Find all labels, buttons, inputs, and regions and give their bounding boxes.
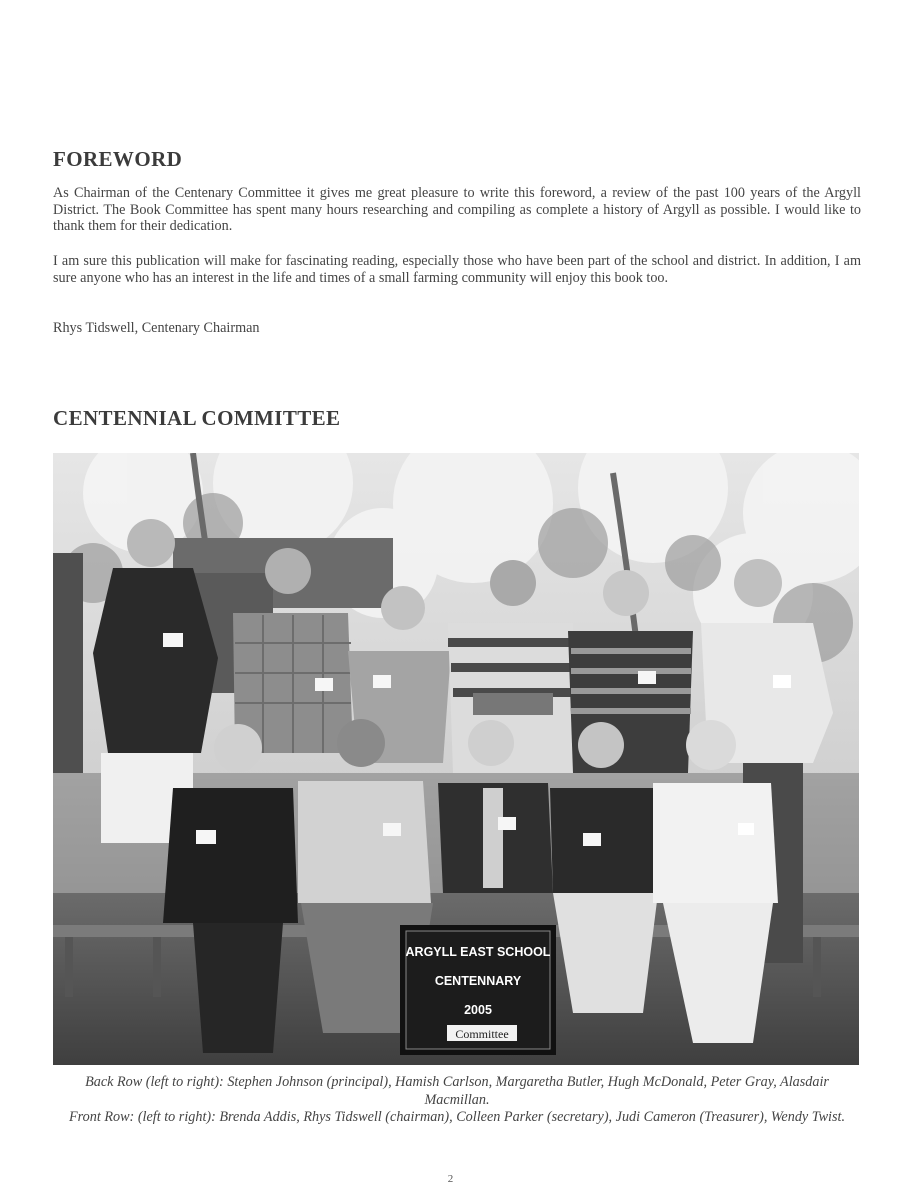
page-number: 2 <box>447 1173 454 1185</box>
sign-line-1: ARGYLL EAST SCHOOL <box>405 945 551 959</box>
sign-line-3: 2005 <box>464 1003 492 1017</box>
foreword-heading: FOREWORD <box>53 147 183 171</box>
sign-plate: Committee <box>455 1027 509 1041</box>
foreword-paragraph-1: As Chairman of the Centenary Committee it gives me great pleasure to write this foreword, a review of the past 100 years of the Argyll District. The Book Committee has spent many hours researching and compiling as complete a history of Argyll as possible. I would like to thank them for their dedication. <box>53 185 861 234</box>
committee-photo <box>53 453 859 1065</box>
foreword-paragraph-2: I am sure this publication will make for fascinating reading, especially those who have been part of the school and district. In addition, I am sure anyone who has an interest in the life and times of a small farming community will enjoy this book too. <box>53 253 861 286</box>
caption-back-row: Back Row (left to right): Stephen Johnson (principal), Hamish Carlson, Margaretha Butler, Hugh McDonald, Peter Gray, Alasdair Macmillan. <box>85 1074 829 1108</box>
centenary-sign <box>400 925 556 1055</box>
photo-caption <box>62 1074 852 1127</box>
foreword-signature: Rhys Tidswell, Centenary Chairman <box>53 320 260 336</box>
caption-front-row: Front Row: (left to right): Brenda Addis, Rhys Tidswell (chairman), Colleen Parker (secretary), Judi Cameron (Treasurer), Wendy Twist. <box>68 1109 846 1125</box>
sign-line-2: CENTENNARY <box>434 974 522 988</box>
committee-heading: CENTENNIAL COMMITTEE <box>53 406 341 430</box>
